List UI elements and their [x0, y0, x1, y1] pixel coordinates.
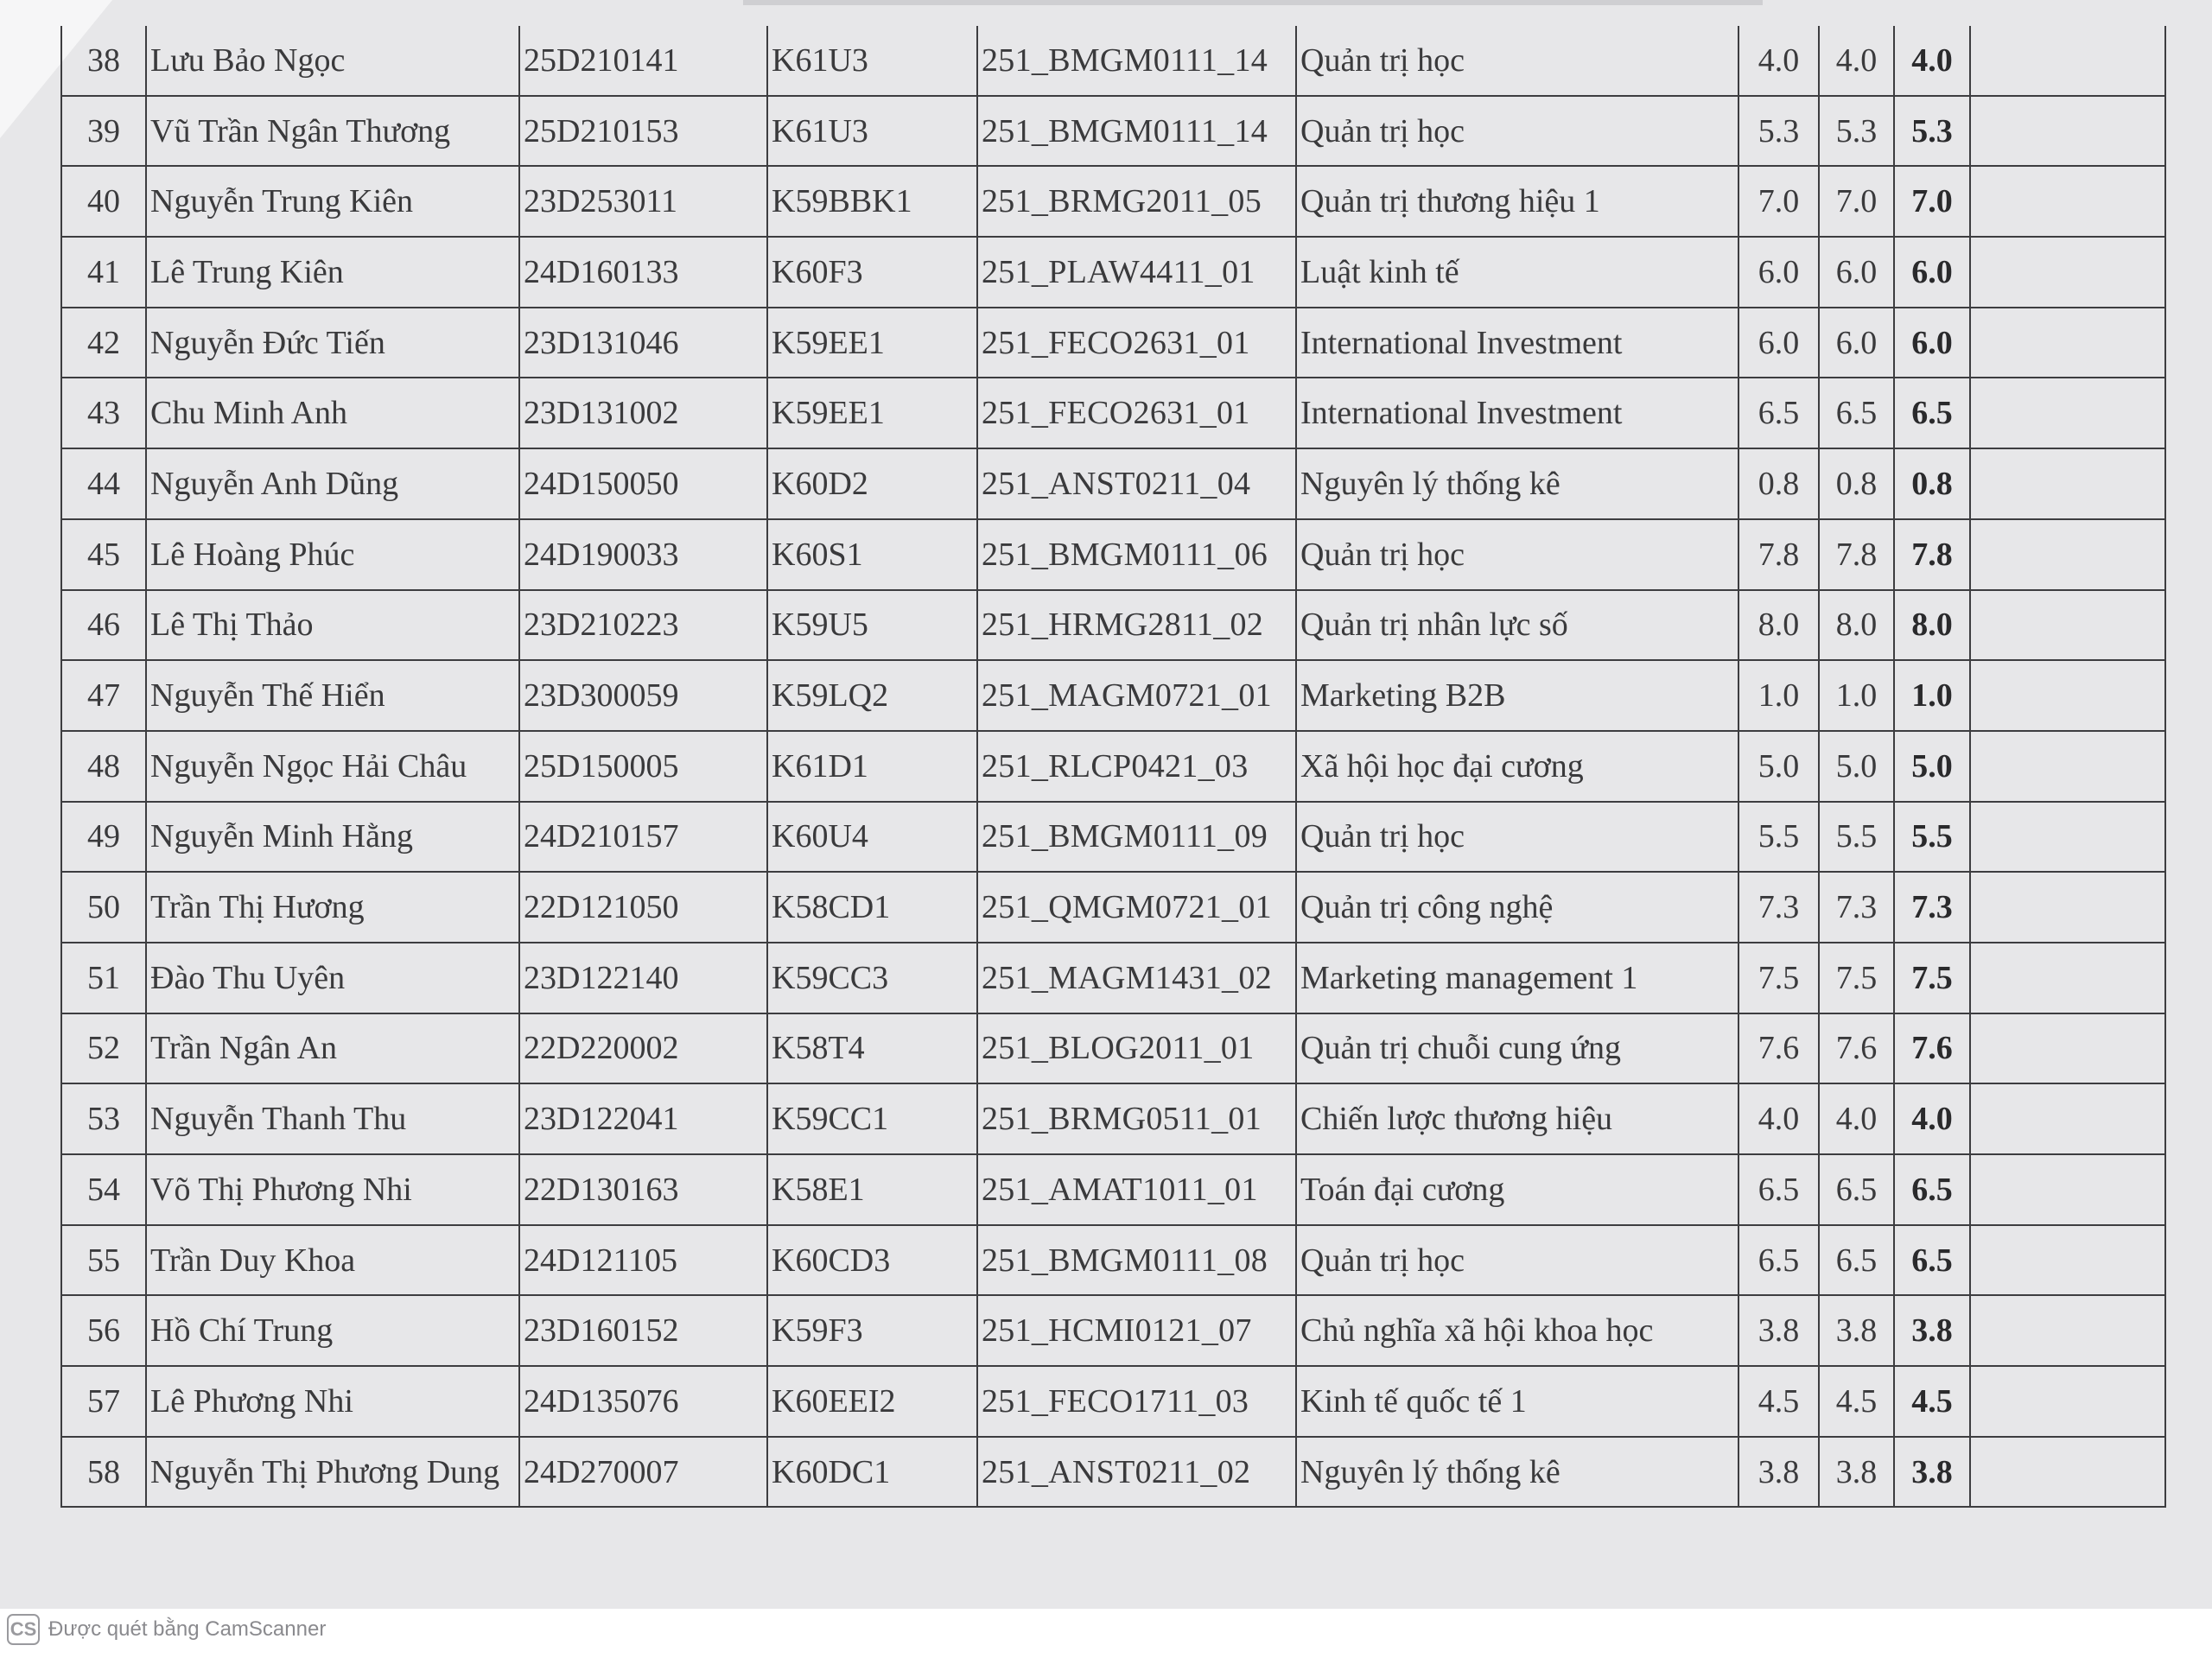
subject-name-cell: Marketing management 1 — [1296, 943, 1738, 1013]
note-cell — [1970, 1437, 2165, 1508]
score-2-cell: 6.5 — [1819, 378, 1894, 448]
student-name-cell: Vũ Trần Ngân Thương — [146, 96, 519, 167]
class-code-cell: K58E1 — [767, 1154, 977, 1225]
student-id-cell: 24D270007 — [519, 1437, 767, 1508]
student-id-cell: 24D135076 — [519, 1366, 767, 1437]
score-1-cell: 6.0 — [1738, 308, 1819, 378]
subject-name-cell: Quản trị công nghệ — [1296, 872, 1738, 943]
table-row — [61, 943, 2165, 1013]
table-row — [61, 1295, 2165, 1366]
score-1-cell: 5.0 — [1738, 731, 1819, 802]
class-code-cell: K59F3 — [767, 1295, 977, 1366]
note-cell — [1970, 166, 2165, 237]
student-id-cell: 24D150050 — [519, 448, 767, 519]
note-cell — [1970, 1366, 2165, 1437]
note-cell — [1970, 96, 2165, 167]
subject-name-cell: Nguyên lý thống kê — [1296, 1437, 1738, 1508]
student-name-cell: Đào Thu Uyên — [146, 943, 519, 1013]
subject-name-cell: Xã hội học đại cương — [1296, 731, 1738, 802]
final-score-cell: 3.8 — [1894, 1437, 1970, 1508]
final-score-cell: 5.0 — [1894, 731, 1970, 802]
note-cell — [1970, 519, 2165, 590]
course-code-cell: 251_ANST0211_02 — [977, 1437, 1296, 1508]
student-name-cell: Chu Minh Anh — [146, 378, 519, 448]
table-row — [61, 1154, 2165, 1225]
student-name-cell: Võ Thị Phương Nhi — [146, 1154, 519, 1225]
scan-caption: Được quét bằng CamScanner — [48, 1617, 327, 1641]
table-row — [61, 1225, 2165, 1296]
subject-name-cell: Quản trị học — [1296, 26, 1738, 96]
student-id-cell: 23D300059 — [519, 660, 767, 731]
score-1-cell: 4.0 — [1738, 26, 1819, 96]
score-1-cell: 7.8 — [1738, 519, 1819, 590]
score-1-cell: 4.0 — [1738, 1083, 1819, 1154]
score-2-cell: 5.0 — [1819, 731, 1894, 802]
student-name-cell: Lê Trung Kiên — [146, 237, 519, 308]
student-id-cell: 22D220002 — [519, 1013, 767, 1084]
row-number-cell: 39 — [61, 96, 146, 167]
subject-name-cell: International Investment — [1296, 308, 1738, 378]
student-name-cell: Nguyễn Trung Kiên — [146, 166, 519, 237]
note-cell — [1970, 308, 2165, 378]
row-number-cell: 52 — [61, 1013, 146, 1084]
subject-name-cell: Quản trị chuỗi cung ứng — [1296, 1013, 1738, 1084]
score-2-cell: 4.5 — [1819, 1366, 1894, 1437]
table-row — [61, 872, 2165, 943]
subject-name-cell: International Investment — [1296, 378, 1738, 448]
student-name-cell: Trần Duy Khoa — [146, 1225, 519, 1296]
top-edge-strip — [743, 0, 1763, 5]
student-id-cell: 23D131002 — [519, 378, 767, 448]
score-1-cell: 1.0 — [1738, 660, 1819, 731]
class-code-cell: K61U3 — [767, 26, 977, 96]
subject-name-cell: Quản trị nhân lực số — [1296, 590, 1738, 661]
row-number-cell: 43 — [61, 378, 146, 448]
student-name-cell: Nguyễn Anh Dũng — [146, 448, 519, 519]
score-2-cell: 6.0 — [1819, 308, 1894, 378]
student-id-cell: 23D122140 — [519, 943, 767, 1013]
course-code-cell: 251_BMGM0111_09 — [977, 802, 1296, 873]
final-score-cell: 5.3 — [1894, 96, 1970, 167]
final-score-cell: 4.0 — [1894, 1083, 1970, 1154]
score-2-cell: 6.5 — [1819, 1154, 1894, 1225]
class-code-cell: K59EE1 — [767, 308, 977, 378]
score-2-cell: 4.0 — [1819, 1083, 1894, 1154]
student-name-cell: Lê Hoàng Phúc — [146, 519, 519, 590]
score-2-cell: 3.8 — [1819, 1437, 1894, 1508]
final-score-cell: 7.0 — [1894, 166, 1970, 237]
score-1-cell: 0.8 — [1738, 448, 1819, 519]
row-number-cell: 42 — [61, 308, 146, 378]
row-number-cell: 57 — [61, 1366, 146, 1437]
score-2-cell: 7.0 — [1819, 166, 1894, 237]
row-number-cell: 40 — [61, 166, 146, 237]
table-row — [61, 26, 2165, 96]
score-1-cell: 6.5 — [1738, 378, 1819, 448]
row-number-cell: 56 — [61, 1295, 146, 1366]
student-id-cell: 24D190033 — [519, 519, 767, 590]
note-cell — [1970, 802, 2165, 873]
score-2-cell: 7.6 — [1819, 1013, 1894, 1084]
row-number-cell: 50 — [61, 872, 146, 943]
score-1-cell: 8.0 — [1738, 590, 1819, 661]
student-id-cell: 23D122041 — [519, 1083, 767, 1154]
table-row — [61, 308, 2165, 378]
course-code-cell: 251_BMGM0111_14 — [977, 26, 1296, 96]
row-number-cell: 47 — [61, 660, 146, 731]
score-2-cell: 1.0 — [1819, 660, 1894, 731]
student-id-cell: 25D210141 — [519, 26, 767, 96]
class-code-cell: K60U4 — [767, 802, 977, 873]
note-cell — [1970, 943, 2165, 1013]
subject-name-cell: Nguyên lý thống kê — [1296, 448, 1738, 519]
class-code-cell: K60S1 — [767, 519, 977, 590]
final-score-cell: 0.8 — [1894, 448, 1970, 519]
final-score-cell: 1.0 — [1894, 660, 1970, 731]
row-number-cell: 51 — [61, 943, 146, 1013]
final-score-cell: 8.0 — [1894, 590, 1970, 661]
final-score-cell: 6.5 — [1894, 1154, 1970, 1225]
class-code-cell: K59EE1 — [767, 378, 977, 448]
subject-name-cell: Marketing B2B — [1296, 660, 1738, 731]
class-code-cell: K60CD3 — [767, 1225, 977, 1296]
course-code-cell: 251_PLAW4411_01 — [977, 237, 1296, 308]
score-2-cell: 6.0 — [1819, 237, 1894, 308]
score-2-cell: 7.3 — [1819, 872, 1894, 943]
course-code-cell: 251_BMGM0111_08 — [977, 1225, 1296, 1296]
student-name-cell: Nguyễn Minh Hằng — [146, 802, 519, 873]
score-1-cell: 6.0 — [1738, 237, 1819, 308]
class-code-cell: K60F3 — [767, 237, 977, 308]
row-number-cell: 38 — [61, 26, 146, 96]
student-id-cell: 25D150005 — [519, 731, 767, 802]
row-number-cell: 45 — [61, 519, 146, 590]
score-1-cell: 7.6 — [1738, 1013, 1819, 1084]
score-2-cell: 5.5 — [1819, 802, 1894, 873]
score-1-cell: 6.5 — [1738, 1225, 1819, 1296]
course-code-cell: 251_HRMG2811_02 — [977, 590, 1296, 661]
course-code-cell: 251_MAGM0721_01 — [977, 660, 1296, 731]
row-number-cell: 54 — [61, 1154, 146, 1225]
score-2-cell: 7.5 — [1819, 943, 1894, 1013]
subject-name-cell: Quản trị học — [1296, 96, 1738, 167]
score-1-cell: 5.3 — [1738, 96, 1819, 167]
student-id-cell: 23D210223 — [519, 590, 767, 661]
final-score-cell: 6.0 — [1894, 308, 1970, 378]
subject-name-cell: Chiến lược thương hiệu — [1296, 1083, 1738, 1154]
student-name-cell: Lê Thị Thảo — [146, 590, 519, 661]
note-cell — [1970, 378, 2165, 448]
score-1-cell: 4.5 — [1738, 1366, 1819, 1437]
subject-name-cell: Quản trị học — [1296, 1225, 1738, 1296]
class-code-cell: K60EEI2 — [767, 1366, 977, 1437]
row-number-cell: 58 — [61, 1437, 146, 1508]
table-row — [61, 237, 2165, 308]
course-code-cell: 251_ANST0211_04 — [977, 448, 1296, 519]
row-number-cell: 46 — [61, 590, 146, 661]
note-cell — [1970, 872, 2165, 943]
student-id-cell: 23D160152 — [519, 1295, 767, 1366]
student-id-cell: 24D210157 — [519, 802, 767, 873]
table-row — [61, 590, 2165, 661]
course-code-cell: 251_FECO2631_01 — [977, 308, 1296, 378]
subject-name-cell: Quản trị học — [1296, 802, 1738, 873]
table-row — [61, 731, 2165, 802]
student-id-cell: 25D210153 — [519, 96, 767, 167]
camscanner-footer — [7, 1612, 326, 1647]
table-row — [61, 1013, 2165, 1084]
course-code-cell: 251_QMGM0721_01 — [977, 872, 1296, 943]
class-code-cell: K58T4 — [767, 1013, 977, 1084]
student-name-cell: Nguyễn Thị Phương Dung — [146, 1437, 519, 1508]
class-code-cell: K60D2 — [767, 448, 977, 519]
note-cell — [1970, 1083, 2165, 1154]
class-code-cell: K58CD1 — [767, 872, 977, 943]
student-id-cell: 24D160133 — [519, 237, 767, 308]
note-cell — [1970, 1013, 2165, 1084]
subject-name-cell: Chủ nghĩa xã hội khoa học — [1296, 1295, 1738, 1366]
note-cell — [1970, 1154, 2165, 1225]
table-row — [61, 660, 2165, 731]
row-number-cell: 55 — [61, 1225, 146, 1296]
student-id-cell: 22D130163 — [519, 1154, 767, 1225]
score-1-cell: 6.5 — [1738, 1154, 1819, 1225]
table-row — [61, 448, 2165, 519]
student-id-cell: 23D131046 — [519, 308, 767, 378]
subject-name-cell: Quản trị thương hiệu 1 — [1296, 166, 1738, 237]
final-score-cell: 6.5 — [1894, 1225, 1970, 1296]
table-row — [61, 96, 2165, 167]
course-code-cell: 251_MAGM1431_02 — [977, 943, 1296, 1013]
final-score-cell: 7.8 — [1894, 519, 1970, 590]
subject-name-cell: Luật kinh tế — [1296, 237, 1738, 308]
score-2-cell: 5.3 — [1819, 96, 1894, 167]
course-code-cell: 251_RLCP0421_03 — [977, 731, 1296, 802]
row-number-cell: 41 — [61, 237, 146, 308]
table-row — [61, 1083, 2165, 1154]
course-code-cell: 251_BMGM0111_06 — [977, 519, 1296, 590]
course-code-cell: 251_FECO2631_01 — [977, 378, 1296, 448]
note-cell — [1970, 731, 2165, 802]
grades-table — [60, 26, 2166, 1508]
student-name-cell: Lê Phương Nhi — [146, 1366, 519, 1437]
course-code-cell: 251_AMAT1011_01 — [977, 1154, 1296, 1225]
table-row — [61, 166, 2165, 237]
student-name-cell: Trần Thị Hương — [146, 872, 519, 943]
score-2-cell: 7.8 — [1819, 519, 1894, 590]
student-name-cell: Nguyễn Thế Hiển — [146, 660, 519, 731]
course-code-cell: 251_BLOG2011_01 — [977, 1013, 1296, 1084]
final-score-cell: 7.3 — [1894, 872, 1970, 943]
note-cell — [1970, 1295, 2165, 1366]
score-1-cell: 7.3 — [1738, 872, 1819, 943]
final-score-cell: 4.5 — [1894, 1366, 1970, 1437]
score-1-cell: 7.5 — [1738, 943, 1819, 1013]
student-name-cell: Nguyễn Ngọc Hải Châu — [146, 731, 519, 802]
note-cell — [1970, 660, 2165, 731]
note-cell — [1970, 590, 2165, 661]
student-name-cell: Nguyễn Đức Tiến — [146, 308, 519, 378]
table-row — [61, 802, 2165, 873]
camscanner-logo-icon: CS — [7, 1614, 40, 1645]
course-code-cell: 251_FECO1711_03 — [977, 1366, 1296, 1437]
student-name-cell: Trần Ngân An — [146, 1013, 519, 1084]
note-cell — [1970, 448, 2165, 519]
class-code-cell: K59CC1 — [767, 1083, 977, 1154]
final-score-cell: 7.6 — [1894, 1013, 1970, 1084]
student-name-cell: Hồ Chí Trung — [146, 1295, 519, 1366]
class-code-cell: K59LQ2 — [767, 660, 977, 731]
table-row — [61, 378, 2165, 448]
row-number-cell: 49 — [61, 802, 146, 873]
score-1-cell: 5.5 — [1738, 802, 1819, 873]
final-score-cell: 5.5 — [1894, 802, 1970, 873]
note-cell — [1970, 237, 2165, 308]
table-row — [61, 1437, 2165, 1508]
score-2-cell: 3.8 — [1819, 1295, 1894, 1366]
score-1-cell: 7.0 — [1738, 166, 1819, 237]
score-2-cell: 6.5 — [1819, 1225, 1894, 1296]
student-name-cell: Nguyễn Thanh Thu — [146, 1083, 519, 1154]
student-id-cell: 24D121105 — [519, 1225, 767, 1296]
final-score-cell: 7.5 — [1894, 943, 1970, 1013]
table-row — [61, 519, 2165, 590]
score-2-cell: 8.0 — [1819, 590, 1894, 661]
course-code-cell: 251_BMGM0111_14 — [977, 96, 1296, 167]
course-code-cell: 251_HCMI0121_07 — [977, 1295, 1296, 1366]
score-2-cell: 0.8 — [1819, 448, 1894, 519]
course-code-cell: 251_BRMG0511_01 — [977, 1083, 1296, 1154]
table-row — [61, 1366, 2165, 1437]
class-code-cell: K61D1 — [767, 731, 977, 802]
score-2-cell: 4.0 — [1819, 26, 1894, 96]
grades-table-body — [61, 26, 2165, 1507]
student-name-cell: Lưu Bảo Ngọc — [146, 26, 519, 96]
class-code-cell: K60DC1 — [767, 1437, 977, 1508]
class-code-cell: K61U3 — [767, 96, 977, 167]
class-code-cell: K59U5 — [767, 590, 977, 661]
student-id-cell: 23D253011 — [519, 166, 767, 237]
row-number-cell: 53 — [61, 1083, 146, 1154]
subject-name-cell: Quản trị học — [1296, 519, 1738, 590]
final-score-cell: 3.8 — [1894, 1295, 1970, 1366]
final-score-cell: 4.0 — [1894, 26, 1970, 96]
subject-name-cell: Toán đại cương — [1296, 1154, 1738, 1225]
class-code-cell: K59CC3 — [767, 943, 977, 1013]
row-number-cell: 48 — [61, 731, 146, 802]
class-code-cell: K59BBK1 — [767, 166, 977, 237]
final-score-cell: 6.0 — [1894, 237, 1970, 308]
course-code-cell: 251_BRMG2011_05 — [977, 166, 1296, 237]
row-number-cell: 44 — [61, 448, 146, 519]
final-score-cell: 6.5 — [1894, 378, 1970, 448]
score-1-cell: 3.8 — [1738, 1295, 1819, 1366]
student-id-cell: 22D121050 — [519, 872, 767, 943]
subject-name-cell: Kinh tế quốc tế 1 — [1296, 1366, 1738, 1437]
note-cell — [1970, 1225, 2165, 1296]
note-cell — [1970, 26, 2165, 96]
score-1-cell: 3.8 — [1738, 1437, 1819, 1508]
